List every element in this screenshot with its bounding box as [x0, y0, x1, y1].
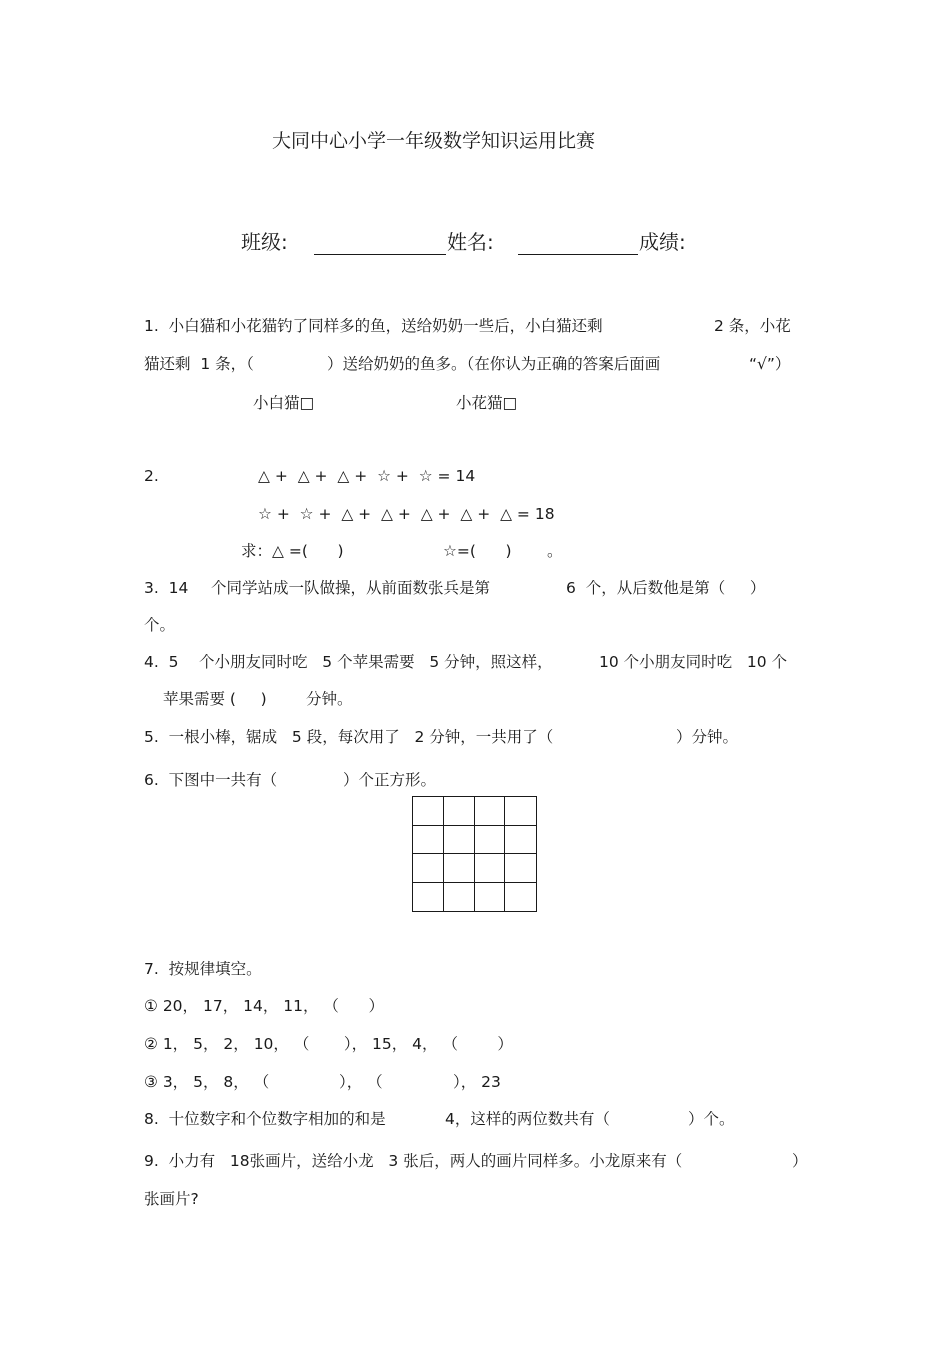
q9-line2: 张画片?	[144, 1190, 199, 1208]
q3-line1-end: 6 个，从后数他是第（ ）	[566, 579, 766, 597]
name-label: 姓名:	[447, 230, 494, 254]
q1-option-flower-cat[interactable]: 小花猫□	[456, 394, 518, 412]
q2-number: 2.	[144, 467, 159, 485]
q7-sequence-3-mid: ）， （	[339, 1073, 383, 1091]
q7-sequence-3-end: ）， 23	[453, 1073, 501, 1091]
q3-line1: 3. 14	[144, 579, 189, 597]
q2-equation-2: ☆ + ☆ + △ + △ + △ + △ + △ = 18	[258, 505, 555, 523]
q4-line1-end: 10 个小朋友同时吃 10 个	[599, 653, 788, 671]
q1-line1: 1. 小白猫和小花猫钓了同样多的鱼，送给奶奶一些后，小白猫还剩	[144, 317, 603, 335]
q1-line2-end: “√”）	[749, 355, 791, 373]
q7-sequence-3: ③ 3， 5， 8， （	[144, 1073, 270, 1091]
q8-line-end: ）个。	[688, 1110, 735, 1128]
q1-option-white-cat[interactable]: 小白猫□	[253, 394, 315, 412]
q7-sequence-2: ② 1， 5， 2， 10， （ ）， 15， 4， （ ）	[144, 1035, 513, 1053]
q2-ask-triangle: 求：△ =( )	[241, 542, 344, 560]
q4-line2: 苹果需要 ( )	[163, 690, 267, 708]
q7-intro: 7. 按规律填空。	[144, 960, 262, 978]
q1-line1-end: 2 条，小花	[714, 317, 791, 335]
q4-line2-end: 分钟。	[306, 690, 353, 708]
square-grid-figure	[412, 796, 537, 912]
q6-line: 6. 下图中一共有（	[144, 771, 278, 789]
q7-sequence-1: ① 20， 17， 14， 11， （ ）	[144, 997, 384, 1015]
q8-line: 8. 十位数字和个位数字相加的和是	[144, 1110, 386, 1128]
q8-line-mid: 4，这样的两位数共有（	[445, 1110, 610, 1128]
name-blank[interactable]	[518, 254, 638, 255]
class-label: 班级:	[241, 230, 288, 254]
q4-line1-mid: 个小朋友同时吃 5 个苹果需要 5 分钟，照这样，	[199, 653, 553, 671]
page-title: 大同中心小学一年级数学知识运用比赛	[272, 130, 596, 152]
q1-line2-mid: ）送给奶奶的鱼多。（在你认为正确的答案后面画	[327, 355, 661, 373]
q2-ask-star: ☆=( )	[443, 542, 512, 560]
q5-line: 5. 一根小棒，锯成 5 段，每次用了 2 分钟，一共用了（	[144, 728, 554, 746]
q3-line2: 个。	[144, 616, 176, 634]
class-blank[interactable]	[314, 254, 446, 255]
q3-line1-mid: 个同学站成一队做操，从前面数张兵是第	[211, 579, 491, 597]
q2-equation-1: △ + △ + △ + ☆ + ☆ = 14	[258, 467, 476, 485]
q9-line1: 9. 小力有 18张画片，送给小龙 3 张后，两人的画片同样多。小龙原来有（	[144, 1152, 683, 1170]
q4-line1: 4. 5	[144, 653, 179, 671]
q9-line1-end: ）	[792, 1152, 808, 1170]
q1-line2: 猫还剩 1 条，（	[144, 355, 254, 373]
q6-line-end: ）个正方形。	[343, 771, 437, 789]
q2-ask-end: 。	[547, 542, 563, 560]
q5-line-end: ）分钟。	[676, 728, 739, 746]
score-label: 成绩:	[639, 230, 686, 254]
